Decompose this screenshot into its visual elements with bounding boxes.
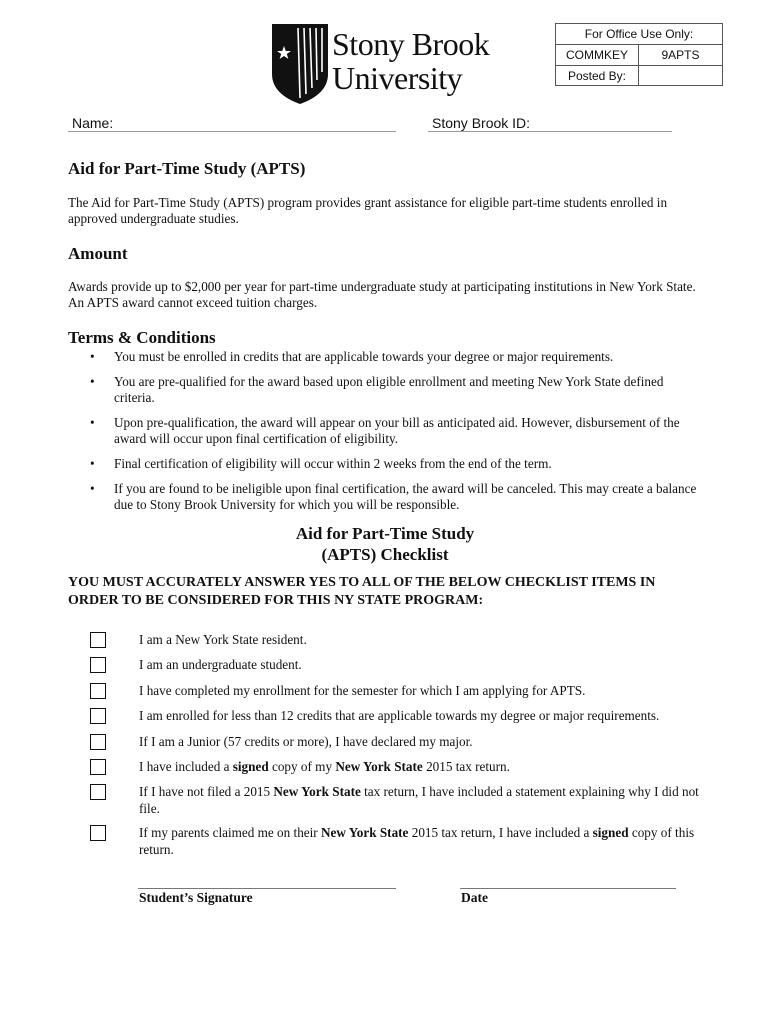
- terms-item: • You must be enrolled in credits that are applicable towards your degree or major requirements.: [90, 349, 614, 364]
- name-field[interactable]: [68, 131, 396, 132]
- office-commkey-row: [556, 45, 722, 66]
- posted-by-label: Posted By:: [556, 66, 639, 86]
- checklist-item-text-part: 2015 tax return, I have included a: [408, 825, 593, 840]
- terms-item-text: You are pre-qualified for the award based upon eligible enrollment and meeting New York State defined criteria.: [114, 374, 664, 405]
- date-field[interactable]: [460, 888, 676, 889]
- aid-heading: Aid for Part-Time Study (APTS): [68, 159, 306, 178]
- logo-wordmark-line2: University: [332, 60, 463, 96]
- checklist-title-line2: (APTS) Checklist: [321, 545, 449, 564]
- checklist-item-text-part: I am an undergraduate student.: [139, 657, 302, 672]
- terms-item-text: You must be enrolled in credits that are applicable towards your degree or major requirements.: [114, 349, 614, 364]
- checklist-title-line1: Aid for Part-Time Study: [295, 524, 475, 543]
- checkbox-tax-return[interactable]: [90, 759, 106, 775]
- office-posted-row: [556, 66, 722, 86]
- student-signature-field[interactable]: [138, 888, 396, 889]
- commkey-value: 9APTS: [661, 48, 700, 62]
- amount-description: Awards provide up to $2,000 per year for part-time undergraduate study at participating institutions in New York State. An APTS award cannot exceed tuition charges.: [68, 279, 696, 310]
- date-label: Date: [461, 890, 488, 905]
- checklist-title: [200, 523, 570, 565]
- checklist-item-text-part: tax return, I have included a statement explaining why I did not file.: [139, 784, 699, 816]
- checklist-warning: YOU MUST ACCURATELY ANSWER YES TO ALL OF THE BELOW CHECKLIST ITEMS IN ORDER TO BE CONSIDERED FOR THIS NY STATE PROGRAM:: [68, 575, 656, 608]
- checklist-item-text-part: New York State: [335, 759, 423, 774]
- logo-wordmark-line1: Stony Brook: [332, 26, 490, 62]
- stony-brook-shield-icon: [270, 22, 330, 106]
- checklist-item-text-part: If I am a Junior (57 credits or more), I have declared my major.: [139, 734, 473, 749]
- checklist-item-text-part: copy of this return.: [139, 825, 695, 857]
- checklist-item-text: [139, 656, 704, 673]
- amount-heading: Amount: [68, 244, 128, 263]
- terms-list: [90, 349, 700, 522]
- university-logo: [270, 22, 500, 106]
- checkbox-undergraduate[interactable]: [90, 657, 106, 673]
- checklist-item-text-part: copy of my: [268, 759, 336, 774]
- checkbox-credits[interactable]: [90, 708, 106, 724]
- checkbox-resident[interactable]: [90, 632, 106, 648]
- name-label: Name:: [72, 115, 114, 131]
- checklist-item-text-part: If my parents claimed me on their: [139, 825, 321, 840]
- aid-description: The Aid for Part-Time Study (APTS) program provides grant assistance for eligible part-time students enrolled in approved undergraduate studies.: [68, 195, 668, 226]
- office-use-box: [555, 23, 723, 86]
- checklist-item-text: [139, 758, 704, 775]
- checklist-item-text-part: I am a New York State resident.: [139, 632, 307, 647]
- checklist-item-text-part: New York State: [273, 784, 361, 799]
- stony-brook-id-label: Stony Brook ID:: [432, 115, 531, 131]
- checkbox-parents-tax-return[interactable]: [90, 825, 106, 841]
- checklist-item-text-part: If I have not filed a 2015: [139, 784, 274, 799]
- checklist-item-text-part: I am enrolled for less than 12 credits that are applicable towards my degree or major requirements.: [139, 708, 660, 723]
- checklist-item-text-part: signed: [592, 825, 629, 840]
- checklist-item-text: [139, 682, 704, 699]
- terms-item: • If you are found to be ineligible upon final certification, the award will be canceled. This may create a balance due to Stony Brook University for which you will be responsible.: [90, 481, 697, 512]
- checklist-item-text-part: 2015 tax return.: [422, 759, 510, 774]
- checklist-item-text: [139, 631, 704, 648]
- checkbox-major-declared[interactable]: [90, 734, 106, 750]
- checklist-item-text-part: signed: [232, 759, 269, 774]
- checklist-item-text-part: I have included a: [139, 759, 233, 774]
- checklist-item-text: [139, 824, 704, 858]
- commkey-label: COMMKEY: [556, 45, 639, 65]
- terms-item-text: Final certification of eligibility will occur within 2 weeks from the end of the term.: [114, 456, 552, 471]
- office-use-title: For Office Use Only:: [556, 24, 722, 45]
- student-signature-label: Student’s Signature: [139, 890, 253, 905]
- checklist-item-text: [139, 733, 704, 750]
- terms-heading: Terms & Conditions: [68, 328, 216, 347]
- checkbox-enrollment-complete[interactable]: [90, 683, 106, 699]
- terms-item-text: If you are found to be ineligible upon final certification, the award will be canceled. This may create a balance due to Stony Brook University for which you will be responsible.: [114, 481, 697, 512]
- terms-item: • Upon pre-qualification, the award will appear on your bill as anticipated aid. However, disbursement of the award will occur upon final certification of eligibility.: [90, 415, 680, 446]
- checklist-item-text-part: New York State: [321, 825, 409, 840]
- checklist-item-text: [139, 707, 704, 724]
- checklist-item-text: [139, 783, 704, 817]
- checkbox-no-tax-return[interactable]: [90, 784, 106, 800]
- stony-brook-id-field[interactable]: [428, 131, 672, 132]
- checklist-item-text-part: I have completed my enrollment for the semester for which I am applying for APTS.: [139, 683, 586, 698]
- terms-item: • You are pre-qualified for the award based upon eligible enrollment and meeting New York State defined criteria.: [90, 374, 664, 405]
- terms-item-text: Upon pre-qualification, the award will appear on your bill as anticipated aid. However, disbursement of the award will occur upon final certification of eligibility.: [114, 415, 680, 446]
- terms-item: • Final certification of eligibility will occur within 2 weeks from the end of the term.: [90, 456, 552, 471]
- posted-by-field[interactable]: [639, 66, 722, 86]
